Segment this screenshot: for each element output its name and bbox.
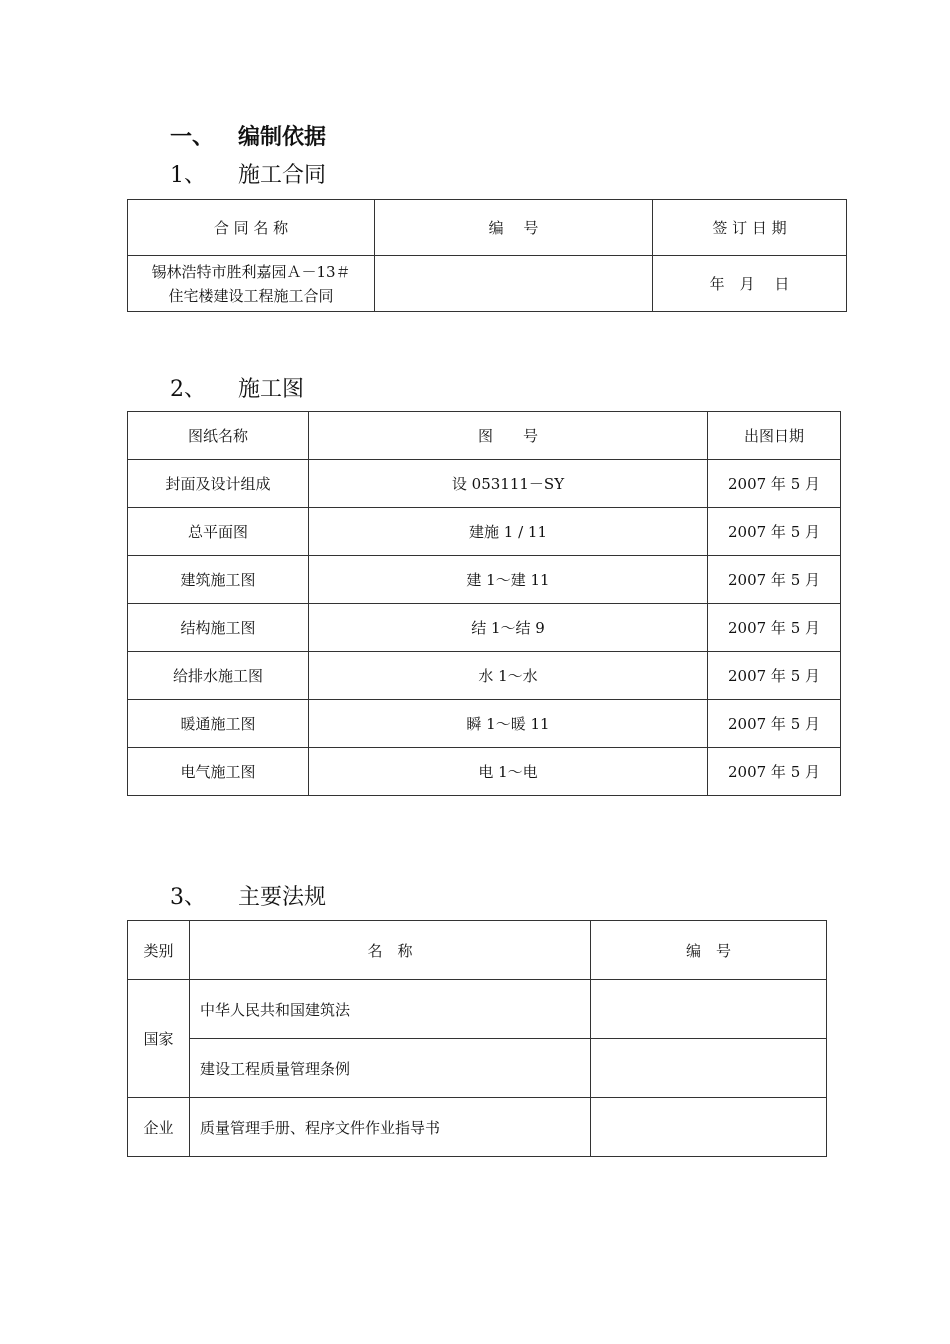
section-number: 一、 — [170, 124, 215, 150]
section-title — [170, 120, 326, 151]
drawing-name: 给排水施工图 — [128, 652, 309, 700]
drawing-name: 电气施工图 — [128, 748, 309, 796]
regulations-header-row — [128, 921, 827, 980]
drawing-date: 2007 年 5 月 — [708, 604, 841, 652]
drawing-code: 瞬 1～暖 11 — [309, 700, 708, 748]
drawing-name: 建筑施工图 — [128, 556, 309, 604]
drawings-heading — [170, 372, 304, 403]
contract-number-cell — [375, 256, 653, 312]
drawings-heading-text: 施工图 — [238, 377, 305, 402]
table-row — [128, 700, 841, 748]
drawing-name: 总平面图 — [128, 508, 309, 556]
contract-heading — [170, 158, 326, 189]
table-row — [128, 508, 841, 556]
drawing-name: 封面及设计组成 — [128, 460, 309, 508]
drawing-name-header: 图纸名称 — [128, 412, 309, 460]
table-row — [128, 460, 841, 508]
contract-row — [128, 256, 847, 312]
drawing-date: 2007 年 5 月 — [708, 508, 841, 556]
drawing-name: 结构施工图 — [128, 604, 309, 652]
regulation-number — [591, 1098, 827, 1157]
contract-name-line1: 锡林浩特市胜利嘉园Ａ－13＃ — [151, 262, 351, 281]
drawing-date: 2007 年 5 月 — [708, 460, 841, 508]
category-cell: 国家 — [128, 980, 190, 1098]
drawings-header-row — [128, 412, 841, 460]
drawing-date-header: 出图日期 — [708, 412, 841, 460]
drawing-code-header: 图 号 — [309, 412, 708, 460]
table-row — [128, 604, 841, 652]
drawing-name: 暖通施工图 — [128, 700, 309, 748]
regulations-heading-text: 主要法规 — [238, 885, 327, 910]
drawing-code: 水 1～水 — [309, 652, 708, 700]
regulations-heading-number: 3、 — [170, 885, 206, 910]
contract-number-header: 编 号 — [375, 200, 653, 256]
regulation-number — [591, 980, 827, 1039]
section-title-text: 编制依据 — [238, 124, 327, 150]
contract-name-line2: 住宅楼建设工程施工合同 — [168, 286, 334, 305]
regulation-name: 质量管理手册、程序文件作业指导书 — [190, 1098, 591, 1157]
regulation-number-header: 编 号 — [591, 921, 827, 980]
contract-header-row — [128, 200, 847, 256]
drawing-date: 2007 年 5 月 — [708, 700, 841, 748]
drawing-date: 2007 年 5 月 — [708, 556, 841, 604]
drawing-code: 电 1～电 — [309, 748, 708, 796]
drawing-code: 建施 1 / 11 — [309, 508, 708, 556]
contract-date-header: 签 订 日 期 — [653, 200, 847, 256]
contract-date-cell: 年 月 日 — [653, 256, 847, 312]
regulations-table — [127, 920, 827, 1157]
category-cell: 企业 — [128, 1098, 190, 1157]
drawings-heading-number: 2、 — [170, 377, 206, 402]
table-row — [128, 1039, 827, 1098]
table-row — [128, 748, 841, 796]
regulations-heading — [170, 880, 326, 911]
regulation-name: 建设工程质量管理条例 — [190, 1039, 591, 1098]
table-row — [128, 556, 841, 604]
drawings-table — [127, 411, 841, 796]
drawing-code: 建 1～建 11 — [309, 556, 708, 604]
contract-name-cell — [128, 256, 375, 312]
drawing-code: 设 053111－SY — [309, 460, 708, 508]
table-row — [128, 652, 841, 700]
contract-name-header: 合 同 名 称 — [128, 200, 375, 256]
contract-table — [127, 199, 847, 312]
regulation-name-header: 名 称 — [190, 921, 591, 980]
drawing-date: 2007 年 5 月 — [708, 652, 841, 700]
table-row — [128, 1098, 827, 1157]
drawing-date: 2007 年 5 月 — [708, 748, 841, 796]
regulation-name: 中华人民共和国建筑法 — [190, 980, 591, 1039]
contract-heading-text: 施工合同 — [238, 163, 327, 188]
category-header: 类别 — [128, 921, 190, 980]
contract-heading-number: 1、 — [170, 163, 206, 188]
regulation-number — [591, 1039, 827, 1098]
table-row — [128, 980, 827, 1039]
drawing-code: 结 1～结 9 — [309, 604, 708, 652]
